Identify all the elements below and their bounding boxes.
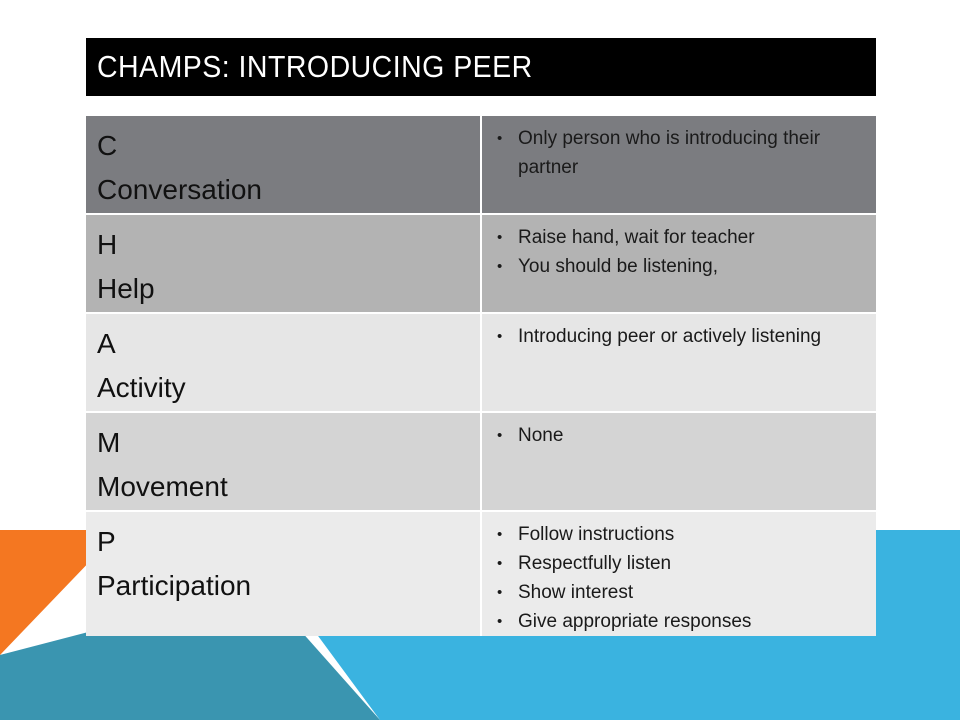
- champs-table: [86, 116, 876, 636]
- list-item-text: Only person who is introducing their partner: [518, 128, 821, 178]
- bullet-icon: •: [497, 328, 503, 345]
- letter-cell: [86, 314, 482, 411]
- detail-cell: [482, 314, 876, 411]
- detail-cell: [482, 215, 876, 312]
- list-item-text: Follow instructions: [518, 524, 675, 545]
- bullet-icon: •: [497, 584, 503, 601]
- slide-title: CHAMPS: INTRODUCING PEER: [97, 49, 533, 84]
- row-word: Movement: [97, 471, 228, 502]
- list-item: [494, 223, 866, 252]
- detail-cell: [482, 116, 876, 213]
- table-row-conversation: [86, 116, 876, 213]
- bullet-list: [494, 520, 866, 636]
- list-item-text: Introducing peer or actively listening: [518, 326, 822, 347]
- bullet-icon: •: [497, 526, 503, 543]
- list-item: [494, 124, 866, 182]
- list-item: [494, 252, 866, 281]
- list-item: [494, 421, 866, 450]
- bullet-list: [494, 322, 866, 351]
- list-item-text: Give appropriate responses: [518, 611, 752, 632]
- bullet-icon: •: [497, 555, 503, 572]
- row-word: Help: [97, 273, 155, 304]
- row-word: Conversation: [97, 174, 262, 205]
- letter-cell: [86, 512, 482, 636]
- list-item-text: Respectfully listen: [518, 553, 672, 574]
- bullet-icon: •: [497, 258, 503, 275]
- letter-cell: [86, 413, 482, 510]
- table-row-movement: [86, 411, 876, 510]
- row-word: Activity: [97, 372, 186, 403]
- detail-cell: [482, 413, 876, 510]
- detail-cell: [482, 512, 876, 636]
- row-letter: A: [97, 328, 116, 359]
- list-item: [494, 607, 866, 636]
- list-item: [494, 549, 866, 578]
- bullet-icon: •: [497, 229, 503, 246]
- list-item-text: Raise hand, wait for teacher: [518, 227, 755, 248]
- letter-cell: [86, 116, 482, 213]
- bullet-icon: •: [497, 613, 503, 630]
- row-letter: P: [97, 526, 116, 557]
- row-word: Participation: [97, 570, 252, 601]
- bullet-list: [494, 223, 866, 281]
- table-row-participation: [86, 510, 876, 636]
- bullet-list: [494, 124, 866, 182]
- list-item: [494, 520, 866, 549]
- row-letter: M: [97, 427, 121, 458]
- bullet-icon: •: [497, 427, 503, 444]
- table-row-activity: [86, 312, 876, 411]
- blue-left-sliver: [0, 636, 86, 720]
- bullet-list: [494, 421, 866, 450]
- list-item-text: Show interest: [518, 582, 634, 603]
- row-letter: H: [97, 229, 118, 260]
- bullet-icon: •: [497, 130, 503, 147]
- slide-title-bar: [86, 38, 876, 96]
- row-letter: C: [97, 130, 118, 161]
- list-item-text: None: [518, 425, 564, 446]
- list-item-text: You should be listening,: [518, 256, 719, 277]
- table-row-help: [86, 213, 876, 312]
- list-item: [494, 322, 866, 351]
- list-item: [494, 578, 866, 607]
- letter-cell: [86, 215, 482, 312]
